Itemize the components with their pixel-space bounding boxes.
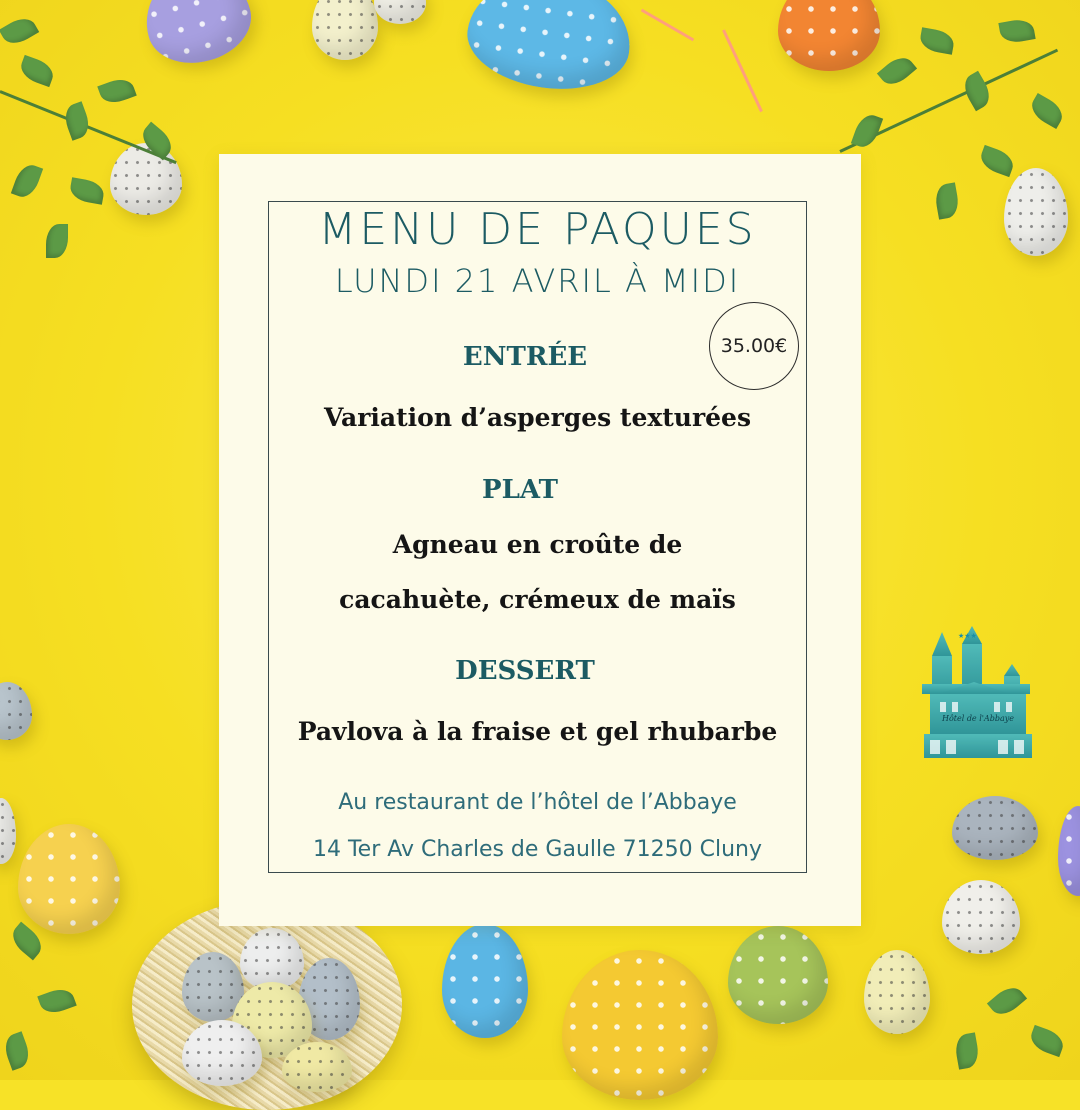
menu-date: LUNDI 21 AVRIL À MIDI <box>334 262 741 300</box>
menu-title: MENU DE PAQUES <box>318 204 757 255</box>
dish-plat-line-2: cacahuète, crémeux de maïs <box>339 585 736 614</box>
cream-egg-icon <box>282 1042 352 1092</box>
dish-dessert: Pavlova à la fraise et gel rhubarbe <box>297 717 778 746</box>
white-egg-icon <box>240 928 304 990</box>
hotel-abbaye-logo-icon <box>918 626 1034 758</box>
section-heading-plat: PLAT <box>482 475 558 505</box>
svg-text:Hôtel de l'Abbaye: Hôtel de l'Abbaye <box>941 714 1015 723</box>
section-heading-dessert: DESSERT <box>455 656 595 686</box>
price-badge: 35.00€ <box>709 302 799 390</box>
logo-graphic <box>918 626 1034 758</box>
dish-plat-line-1: Agneau en croûte de <box>392 530 683 559</box>
dish-entree: Variation d’asperges texturées <box>323 403 752 432</box>
svg-text:★★★: ★★★ <box>958 632 977 640</box>
section-heading-entree: ENTRÉE <box>462 342 588 372</box>
venue-name: Au restaurant de l’hôtel de l’Abbaye <box>338 790 737 815</box>
venue-address: 14 Ter Av Charles de Gaulle 71250 Cluny <box>312 837 763 862</box>
